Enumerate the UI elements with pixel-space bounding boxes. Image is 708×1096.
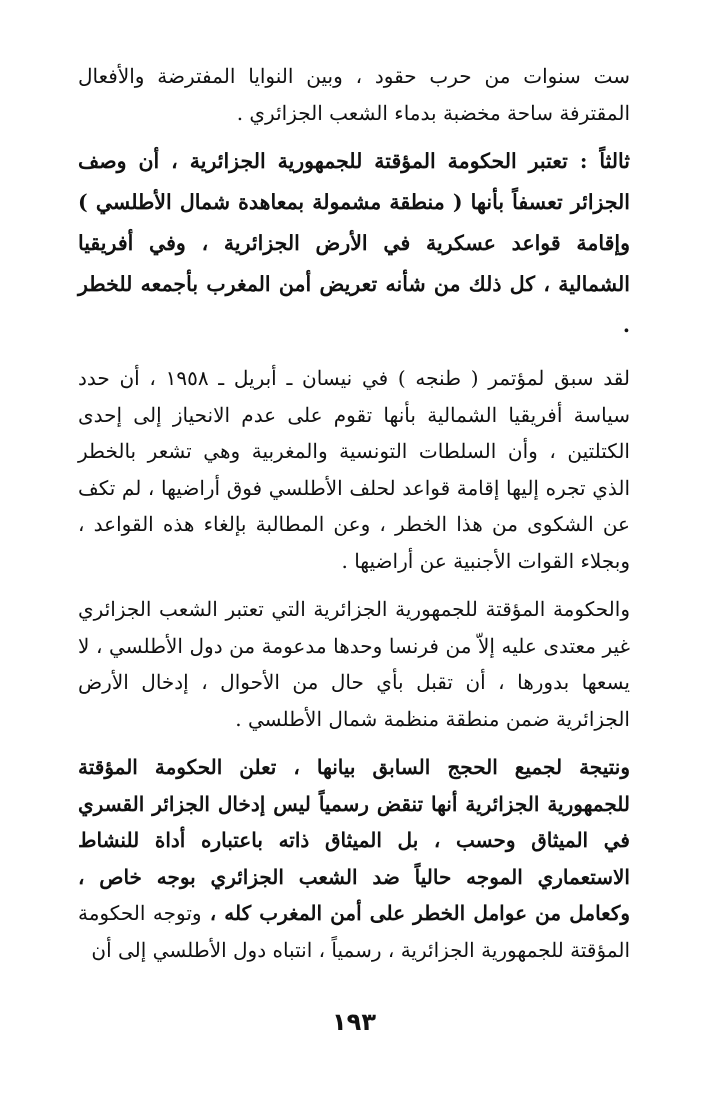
- body-text: [78, 58, 630, 968]
- page-number: ١٩٣: [332, 1008, 376, 1036]
- paragraph-5-bold-text: ونتيجة لجميع الحجج السابق بيانها ، تعلن الحكومة المؤقتة للجمهورية الجزائرية أنها تنقض رسمياً ليس إدخال الجزائر القسري في الميثاق وحسب ، بل الميثاق ذاته باعتباره أداة للنشاط الاستعماري الموجه حالياً ضد الشعب الجزائري بوجه خاص ، وكعامل من عوامل الخطر على أمن المغرب كله ،: [78, 755, 630, 925]
- paragraph-1: ست سنوات من حرب حقود ، وبين النوايا المفترضة والأفعال المقترفة ساحة مخضبة بدماء الشعب الجزائري .: [78, 64, 630, 125]
- paragraph-5: [78, 749, 630, 968]
- point-three-heading: ثالثاً :: [567, 149, 630, 173]
- paragraph-2-point-three: [78, 141, 630, 346]
- paragraph-2-text: تعتبر الحكومة المؤقتة للجمهورية الجزائرية ، أن وصف الجزائر تعسفاً بأنها ( منطقة مشمولة بمعاهدة شمال الأطلسي ) وإقامة قواعد عسكرية في الأرض الجزائرية ، وفي أفريقيا الشمالية ، كل ذلك من شأنه تعريض أمن المغرب بأجمعه للخطر .: [78, 149, 630, 337]
- paragraph-3: لقد سبق لمؤتمر ( طنجه ) في نيسان ـ أبريل ـ ١٩٥٨ ، أن حدد سياسة أفريقيا الشمالية بأنها تقوم على عدم الانحياز إلى إحدى الكتلتين ، وأن السلطات التونسية والمغربية وهي تشعر بالخطر الذي تجره إليها إقامة قواعد لحلف الأطلسي فوق أراضيها ، لم تكف عن الشكوى من هذا الخطر ، وعن المطالبة بإلغاء هذه القواعد ، وبجلاء القوات الأجنبية عن أراضيها .: [78, 366, 630, 573]
- paragraph-4: والحكومة المؤقتة للجمهورية الجزائرية التي تعتبر الشعب الجزائري غير معتدى عليه إلاّ من فرنسا وحدها مدعومة من دول الأطلسي ، لا يسعها بدورها ، أن تقبل بأي حال من الأحوال ، إدخال الأرض الجزائرية ضمن منطقة منظمة شمال الأطلسي .: [78, 597, 630, 731]
- paragraph-5-regular-text: وتوجه الحكومة المؤقتة للجمهورية الجزائرية ، رسمياً ، انتباه دول الأطلسي إلى أن: [78, 901, 630, 962]
